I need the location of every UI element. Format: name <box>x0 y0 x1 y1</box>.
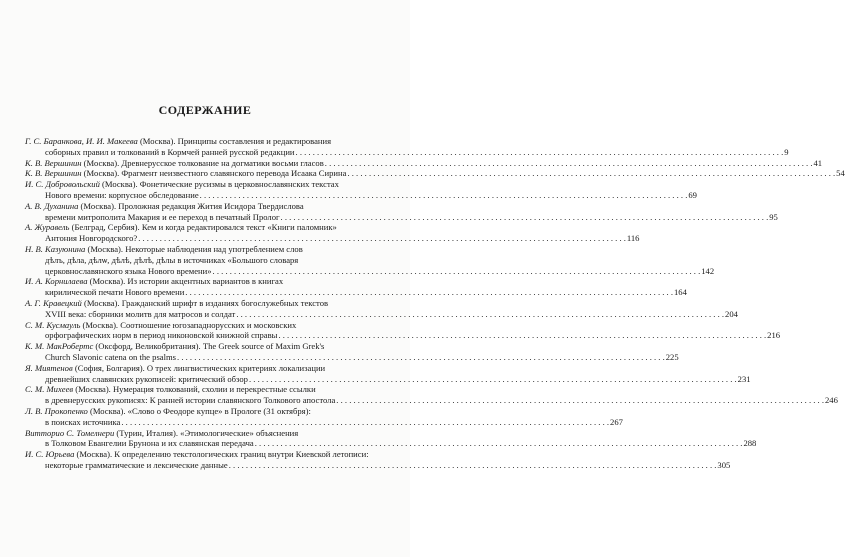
toc-entry-text <box>45 374 248 385</box>
toc-entry-author: И. А. Корнилаева <box>25 276 88 287</box>
toc-page-number: 204 <box>725 308 738 319</box>
toc-entry-author: Я. Миятенов <box>25 362 73 373</box>
dot-leader <box>185 287 673 298</box>
toc-entry-text <box>25 276 283 287</box>
toc-entry-text <box>25 201 304 212</box>
toc-entry <box>25 362 751 385</box>
toc-entry-title: в древнерусских рукописях: К ранней истории славянского Толкового апостола <box>45 395 336 406</box>
toc-entry-text <box>45 352 176 363</box>
toc-entry-author: К. М. МакРобертс <box>25 341 94 352</box>
toc-entry-text <box>25 179 339 190</box>
toc-entry-text <box>45 309 235 320</box>
toc-entry-author: А. В. Духанина <box>25 200 79 211</box>
toc-entry-title: (Москва). Фонетические русизмы в церковнославянских текстах <box>99 179 339 190</box>
toc-entry-text <box>25 363 325 374</box>
toc-entry-author: Н. В. Казуюнина <box>25 243 86 254</box>
toc-entry-line <box>25 320 396 331</box>
toc-entry-author: И. С. Юрьева <box>25 449 75 460</box>
toc-entry-title: (Москва). Проложная редакция Жития Исидора Твердислова <box>78 200 304 211</box>
toc-entry-line <box>25 157 823 169</box>
toc-page-number: 142 <box>701 265 715 276</box>
toc-page-number: 164 <box>674 287 687 298</box>
toc-page-number: 225 <box>665 351 679 362</box>
toc-entry <box>25 243 715 276</box>
toc-entry-line <box>25 428 396 439</box>
toc-entry-author: Л. В. Прокопенко <box>25 405 88 416</box>
dot-leader <box>249 374 737 385</box>
toc-entry-line <box>25 298 396 309</box>
toc-entry-text <box>25 298 328 309</box>
toc-entry-text <box>45 233 137 244</box>
toc-entry-title: Нового времени: корпусное обследование <box>45 189 199 200</box>
dot-leader <box>347 168 835 179</box>
toc-page-number: 288 <box>743 438 757 449</box>
toc-entry <box>25 427 757 450</box>
toc-entry-title: соборных правил и толкований в Кормчей ранней русской редакции <box>45 146 295 157</box>
toc-entry-title: (Москва). Нумерация толкований, схолии и перекрестные ссылки <box>73 384 316 395</box>
toc-page-number: 69 <box>688 189 697 200</box>
dot-leader <box>229 460 717 471</box>
toc-page-number: 41 <box>813 157 823 168</box>
toc-entry-line <box>25 373 751 385</box>
dot-leader <box>336 395 824 406</box>
toc-entry-text <box>25 168 346 179</box>
toc-entry-text <box>45 212 280 223</box>
table-of-contents <box>25 136 845 471</box>
toc-page-number: 231 <box>737 373 751 384</box>
toc-entry-title: (Москва). К определению текстологических границ внутри Киевской летописи: <box>74 449 369 460</box>
toc-entry-title: орфографических норм в период никоновской книжной справы <box>45 330 278 341</box>
toc-entry-author: Г. С. Баранкова, И. И. Макеева <box>25 136 138 146</box>
toc-entry-author: С. М. Кусмауль <box>25 319 81 330</box>
toc-entry <box>25 319 781 342</box>
toc-entry-text <box>25 244 303 255</box>
toc-entry-title: (Москва). «Слово о Феодоре купце» в Прологе (31 октября): <box>87 405 311 416</box>
toc-entry-text <box>25 406 311 417</box>
toc-entry-line <box>25 363 396 374</box>
toc-entry-title: (Москва). Гражданский шрифт в изданиях богослужебных текстов <box>81 297 329 308</box>
toc-page-number: 116 <box>626 233 640 244</box>
toc-entry-title: (Москва). Некоторые наблюдения над употреблением слов <box>85 243 303 254</box>
dot-leader <box>138 233 626 244</box>
toc-entry-title: (Турин, Италия). «Этимологические» объяснения <box>114 427 299 438</box>
toc-entry <box>25 179 697 201</box>
toc-page-number: 246 <box>825 395 838 406</box>
toc-entry-title: (Москва). Принципы составления и редактирования <box>137 136 332 146</box>
toc-entry-line <box>25 395 838 406</box>
toc-entry <box>25 200 778 223</box>
dot-leader <box>236 309 724 320</box>
toc-page-number: 305 <box>717 459 731 470</box>
toc-entry-text <box>45 438 254 449</box>
toc-entry-text <box>45 255 298 266</box>
toc-entry-author: К. В. Вершинин <box>25 168 82 179</box>
toc-entry-text <box>45 417 120 428</box>
toc-entry-text <box>25 428 298 439</box>
toc-entry-title: (Москва). Фрагмент неизвестного славянского перевода Исаака Сирина <box>81 168 347 179</box>
toc-entry-line <box>25 146 789 158</box>
toc-entry-text <box>25 384 316 395</box>
toc-entry-line <box>25 449 396 460</box>
toc-entry-author: И. С. Добровольский <box>25 179 100 190</box>
toc-entry <box>25 384 838 406</box>
toc-entry <box>25 168 845 179</box>
toc-entry-text <box>25 449 369 460</box>
toc-entry-author: А. Г. Кравецкий <box>25 297 82 308</box>
toc-entry <box>25 136 789 158</box>
toc-entry-line <box>25 136 396 147</box>
toc-entry-title: (Белград, Сербия). Кем и когда редактировался текст «Книги паломник» <box>69 222 337 233</box>
dot-leader <box>200 190 688 201</box>
toc-entry-title: церковнославянского языка Нового времени» <box>45 265 212 276</box>
toc-entry <box>25 297 738 320</box>
toc-entry-line <box>25 416 623 428</box>
toc-entry <box>25 276 687 298</box>
toc-page-number: 267 <box>610 416 623 427</box>
toc-entry-title: некоторые грамматические и лексические данные <box>45 459 228 470</box>
dot-leader <box>177 352 665 363</box>
dot-leader <box>255 438 743 449</box>
dot-leader <box>121 417 609 428</box>
toc-entry <box>25 341 679 363</box>
toc-entry-line <box>25 308 738 320</box>
toc-entry <box>25 405 623 428</box>
toc-entry-text <box>45 395 335 406</box>
toc-entry-line <box>25 201 396 212</box>
toc-entry-title: дѣлъ, дѣла, дѣлѡ, дѣлѣ, дѣлѣ, дѣлы в источниках «Большого словаря <box>45 254 299 265</box>
toc-entry-line <box>25 341 396 352</box>
toc-entry-line <box>25 330 781 341</box>
toc-entry-line <box>25 459 731 471</box>
toc-entry-author: К. В. Вершинин <box>25 157 82 168</box>
toc-entry-line <box>25 276 396 287</box>
page-title: СОДЕРЖАНИЕ <box>158 103 252 117</box>
toc-entry-title: (Москва). Соотношение югозападнорусских и московских <box>80 319 297 330</box>
toc-entry-text <box>45 330 277 341</box>
toc-entry-text <box>25 341 324 352</box>
toc-entry-line <box>25 244 396 255</box>
toc-entry-title: (Оксфорд, Великобритания). The Greek source of Maxim Grek's <box>93 341 325 352</box>
toc-page-number: 216 <box>767 330 781 341</box>
toc-entry-line <box>25 211 778 223</box>
toc-entry-title: (София, Болгария). О трех лингвистических критериях локализации <box>72 362 326 373</box>
toc-entry-text <box>45 147 295 158</box>
toc-entry-text <box>45 266 212 277</box>
toc-entry-text <box>45 190 199 201</box>
toc-entry-line <box>25 384 396 395</box>
dot-leader <box>213 266 701 277</box>
toc-entry-line <box>25 233 640 244</box>
toc-entry-author: Витторио С. Томелнери <box>25 427 115 438</box>
dot-leader <box>281 212 769 223</box>
toc-page-number: 54 <box>836 168 845 179</box>
toc-entry-title: в Толковом Евангелии Брунона и их славянская передача <box>45 438 254 449</box>
toc-entry-title: XVIII века: сборники молитв для матросов и солдат <box>45 308 236 319</box>
toc-entry-title: времени митрополита Макария и ее переход в печатный Пролог <box>45 211 280 222</box>
toc-entry-line <box>25 406 396 417</box>
toc-entry-line <box>25 438 757 449</box>
toc-entry-line <box>25 351 679 363</box>
toc-entry-line <box>25 189 697 201</box>
toc-entry-text <box>25 222 337 233</box>
toc-entry-title: древнейших славянских рукописей: критический обзор <box>45 373 248 384</box>
toc-entry <box>25 222 640 244</box>
toc-entry-author: А. Журавель <box>25 222 70 233</box>
toc-entry-title: (Москва). Древнерусское толкование на догматики восьми гласов <box>81 157 324 168</box>
toc-entry-text <box>25 158 324 169</box>
dot-leader <box>296 147 784 158</box>
toc-entry-text <box>45 460 228 471</box>
toc-entry-line <box>25 179 396 190</box>
toc-entry-title: Антония Новгородского? <box>45 233 138 244</box>
toc-entry-line <box>25 255 396 266</box>
dot-leader <box>325 158 813 169</box>
toc-entry-title: кирилической печати Нового времени <box>45 287 185 298</box>
toc-entry-title: (Москва). Из истории акцентных вариантов в книгах <box>87 276 284 287</box>
toc-entry-line <box>25 287 687 298</box>
toc-entry-line <box>25 168 845 179</box>
toc-page-number: 95 <box>769 211 778 222</box>
toc-entry-text <box>25 320 296 331</box>
toc-entry-author: С. М. Михеев <box>25 384 74 395</box>
toc-entry-line <box>25 222 396 233</box>
toc-entry-title: в поисках источника <box>45 416 121 427</box>
toc-entry-title: Church Slavonic catena on the psalms <box>45 351 177 362</box>
toc-entry-line <box>25 265 715 277</box>
toc-entry <box>25 157 823 169</box>
toc-entry-text <box>45 287 184 298</box>
toc-entry-text <box>25 136 331 147</box>
toc-entry <box>25 449 731 471</box>
toc-page-number: 9 <box>784 146 789 157</box>
dot-leader <box>278 330 766 341</box>
